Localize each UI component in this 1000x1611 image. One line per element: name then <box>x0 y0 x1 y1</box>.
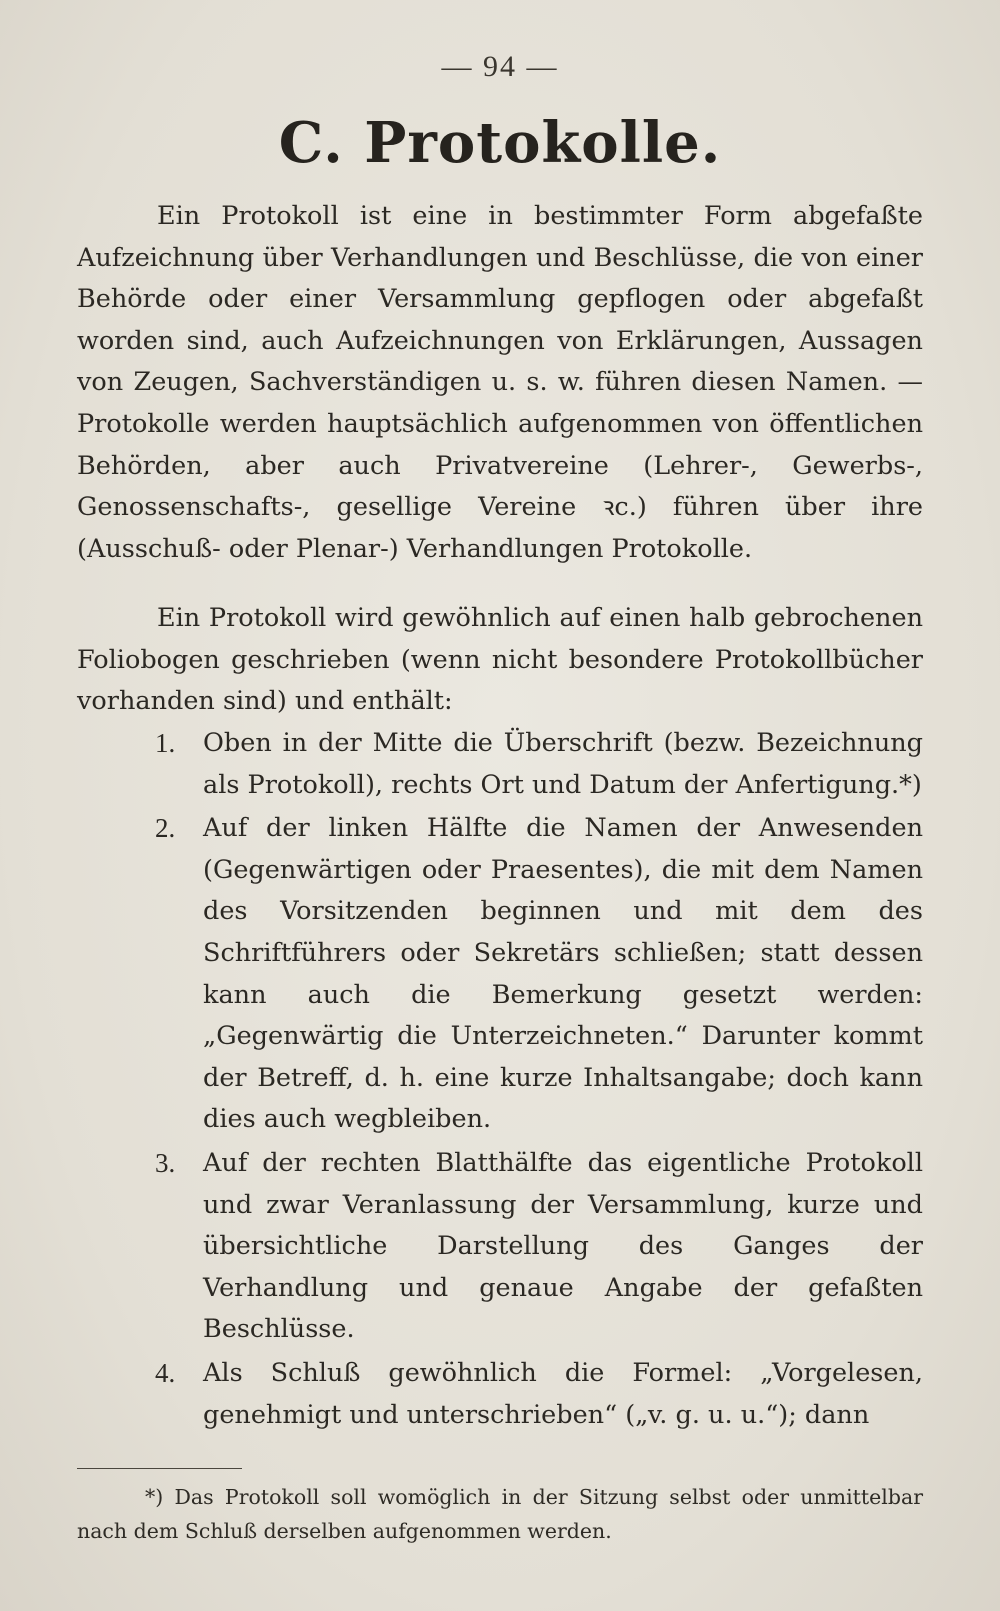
paragraph-2 <box>77 598 923 723</box>
list-item-number: 1. <box>155 728 176 758</box>
paragraph-1-text: Ein Protokoll ist eine in bestimmter Form abgefaßte Aufzeichnung über Verhandlungen und Beschlüsse, die von einer Behörde oder einer Versammlung gepflogen oder abgefaßt worden sind, auch Aufzeichnungen von Erklärungen, Aussagen von Zeugen, Sachverständigen u. s. w. führen diesen Namen. — Protokolle werden hauptsächlich aufgenommen von öffentlichen Behörden, aber auch Privatvereine (Lehrer-, Gewerbs-, Genossenschafts-, gesellige Vereine ꝛc.) führen über ihre (Ausschuß- oder Plenar-) Verhandlungen Protokolle. <box>77 201 923 564</box>
footnote-rule <box>77 1468 242 1469</box>
protocol-contents-list <box>77 723 923 1438</box>
page-number: — 94 — <box>441 50 559 83</box>
list-item <box>77 723 923 806</box>
list-item-number: 3. <box>155 1147 176 1178</box>
list-item-text: Als Schluß gewöhnlich die Formel: „Vorgelesen, genehmigt und unterschrieben“ („v. g. u. u.“); dann <box>203 1357 923 1430</box>
list-item-number: 2. <box>155 813 176 844</box>
footnote: *) Das Protokoll soll womöglich in der Sitzung selbst oder unmittelbar nach dem Schluß derselben aufgenommen werden. <box>77 1485 923 1543</box>
paragraph-1 <box>77 196 923 570</box>
paragraph-2-text: Ein Protokoll wird gewöhnlich auf einen halb gebrochenen Foliobogen geschrieben (wenn nicht besondere Protokollbücher vorhanden sind) und enthält: <box>77 603 923 717</box>
list-item-text: Oben in der Mitte die Überschrift (bezw. Bezeichnung als Protokoll), rechts Ort und Datum der Anfertigung.*) <box>203 728 923 800</box>
list-item-number: 4. <box>155 1357 176 1388</box>
section-heading: C. Protokolle. <box>278 110 722 176</box>
list-item <box>77 1143 923 1351</box>
list-item <box>77 808 923 1141</box>
list-item <box>77 1353 923 1436</box>
list-item-text: Auf der linken Hälfte die Namen der Anwesenden (Gegenwärtigen oder Praesentes), die mit dem Namen des Vorsitzenden beginnen und mit dem des Schriftführers oder Sekretärs schließen; statt dessen kann auch die Bemerkung gesetzt werden: „Gegenwärtig die Unterzeichneten.“ Darunter kommt der Betreff, d. h. eine kurze Inhaltsangabe; doch kann dies auch wegbleiben. <box>203 813 923 1135</box>
list-item-text: Auf der rechten Blatthälfte das eigentliche Protokoll und zwar Veranlassung der Versammlung, kurze und übersichtliche Darstellung des Ganges der Verhandlung und genaue Angabe der gefaßten Beschlüsse. <box>203 1147 923 1345</box>
